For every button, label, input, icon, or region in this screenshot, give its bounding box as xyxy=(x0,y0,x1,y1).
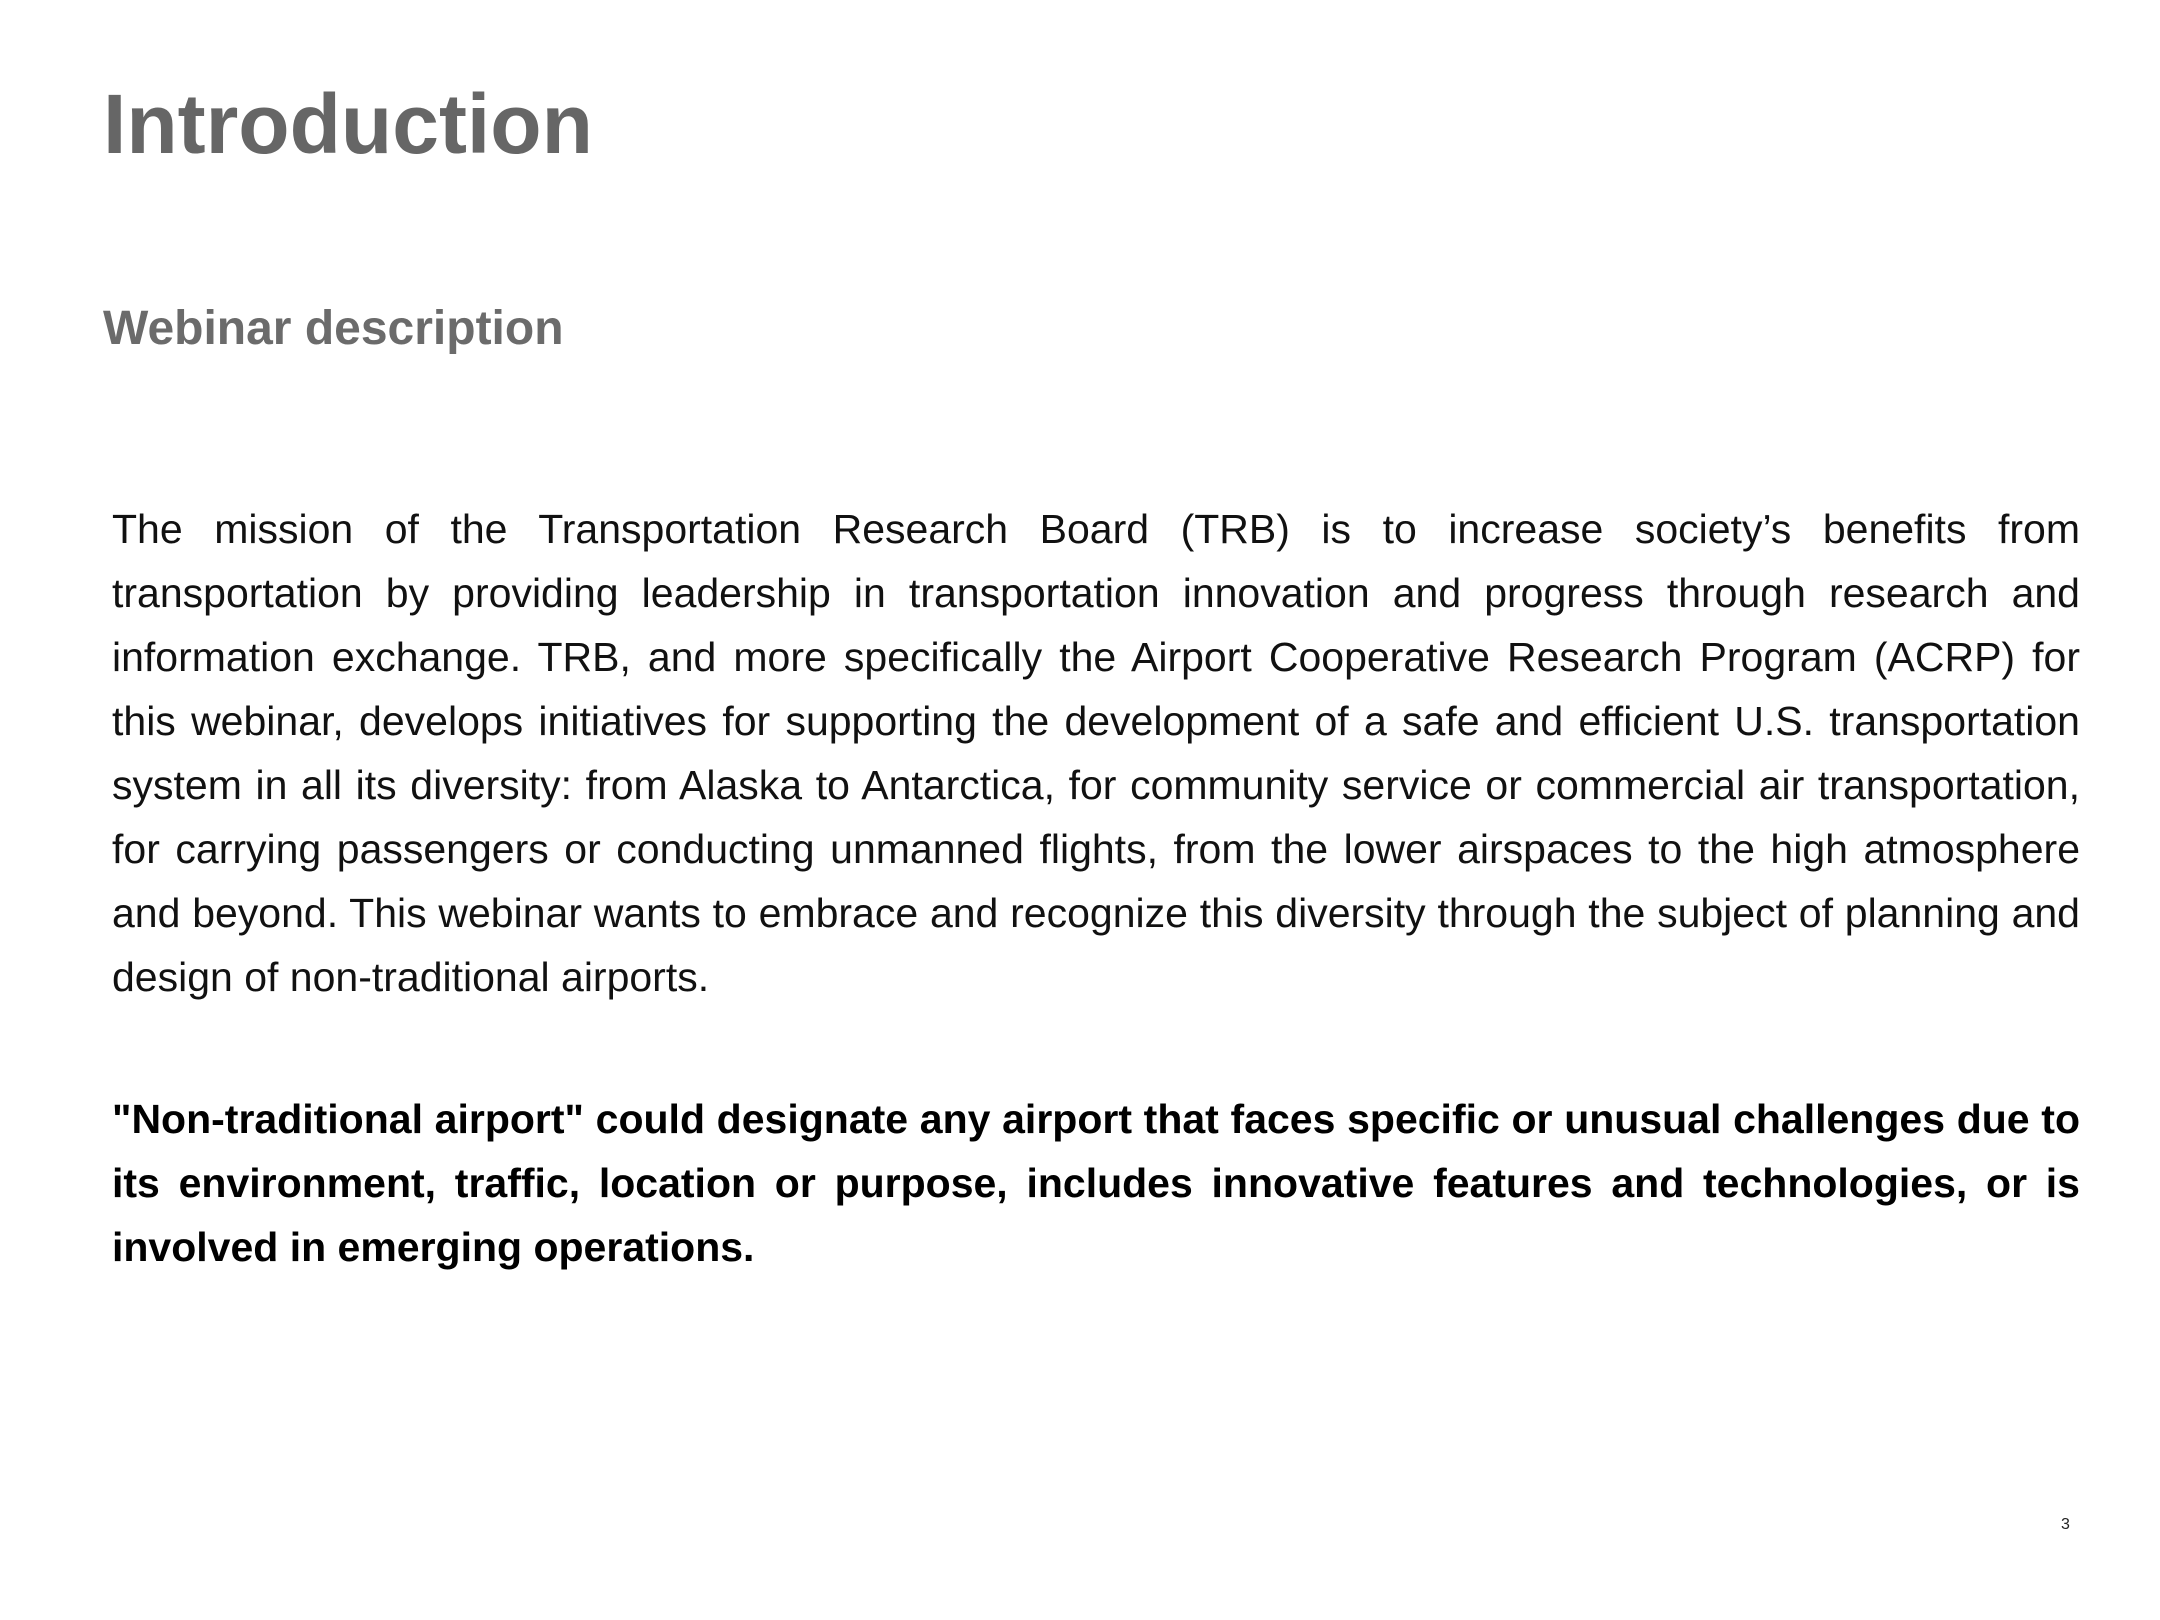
description-paragraph: The mission of the Transportation Research Board (TRB) is to increase society’s benefits from transportation by providing leadership in transportation innovation and progress through research and information exchange. TRB, and more specifically the Airport Cooperative Research Program (ACRP) for this webinar, develops initiatives for supporting the development of a safe and efficient U.S. transportation system in all its diversity: from Alaska to Antarctica, for community service or commercial air transportation, for carrying passengers or conducting unmanned flights, from the lower airspaces to the high atmosphere and beyond. This webinar wants to embrace and recognize this diversity through the subject of planning and design of non-traditional airports. xyxy=(112,506,2080,1000)
section-subtitle: Webinar description xyxy=(103,302,564,355)
definition-paragraph: "Non-traditional airport" could designate any airport that faces specific or unusual challenges due to its environment, traffic, location or purpose, includes innovative features and technologies, or is involved in emerging operations. xyxy=(112,1096,2080,1270)
slide-title: Introduction xyxy=(103,77,593,171)
page-number: 3 xyxy=(2061,1516,2070,1533)
